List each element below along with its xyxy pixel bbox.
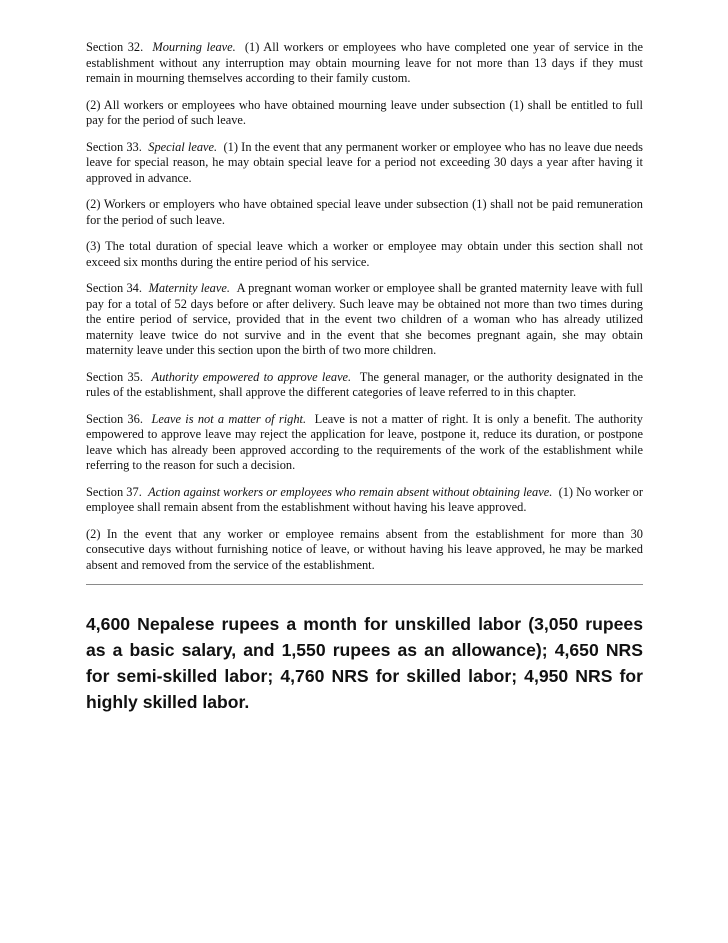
section-label: Section 36.: [86, 411, 143, 426]
section-title: Leave is not a matter of right.: [151, 411, 307, 426]
section-label: Section 32.: [86, 40, 144, 54]
section-33-subsection-2: [86, 197, 643, 228]
section-title: Authority empowered to approve leave.: [151, 369, 352, 384]
section-34-paragraph: [86, 281, 643, 359]
document-page: [86, 40, 643, 715]
section-text: (2) All workers or employees who have obtained mourning leave under subsection (1) shall be entitled to full pay for the period of such leave.: [86, 97, 643, 127]
section-text: (1) All workers or employees who have completed one year of service in the establishment without any interruption may obtain mourning leave for not more than 13 days if they must remain in mourning themselves according to their family custom.: [86, 40, 643, 85]
section-text: (2) In the event that any worker or employee remains absent from the establishment for more than 30 consecutive days without furnishing notice of leave, or without having his leave approved, he may be marked absent and removed from the service of the establishment.: [86, 526, 643, 572]
section-text: (2) Workers or employers who have obtained special leave under subsection (1) shall not be paid remuneration for the period of such leave.: [86, 197, 643, 227]
footnote-divider: [86, 584, 643, 585]
section-title: Special leave.: [148, 139, 218, 154]
section-33-subsection-3: [86, 239, 643, 270]
section-title: Mourning leave.: [152, 40, 236, 54]
section-text: Leave is not a matter of right. It is only a benefit. The authority empowered to approve leave may reject the application for leave, postpone it, reduce its duration, or postpone leave which has already been approved according to the requirements of the work of the establishment while referring to the reason for such a decision.: [86, 411, 643, 472]
section-text: (1) In the event that any permanent worker or employee who has no leave due needs leave for special reason, he may obtain special leave for a period not exceeding 30 days a year after having it approved in advance.: [86, 139, 643, 185]
section-title: Action against workers or employees who remain absent without obtaining leave.: [148, 484, 553, 499]
footnote-text: 4,600 Nepalese rupees a month for unskilled labor (3,050 rupees as a basic salary, and 1,550 rupees as an allowance); 4,650 NRS for semi-skilled labor; 4,760 NRS for skilled labor; 4,950 NRS for highly skilled labor.: [86, 614, 643, 712]
section-37-paragraph: [86, 485, 643, 516]
section-35-paragraph: [86, 370, 643, 401]
section-label: Section 33.: [86, 139, 142, 154]
section-label: Section 35.: [86, 369, 143, 384]
section-32-paragraph: [86, 40, 643, 87]
section-text: (3) The total duration of special leave which a worker or employee may obtain under this section shall not exceed six months during the entire period of his service.: [86, 239, 643, 269]
section-text: (1) No worker or employee shall remain absent from the establishment without having his leave approved.: [86, 484, 643, 514]
section-33-paragraph: [86, 140, 643, 187]
section-text: The general manager, or the authority designated in the rules of the establishment, shall approve the different categories of leave referred to in this chapter.: [86, 369, 643, 399]
section-title: Maternity leave.: [148, 281, 230, 295]
section-36-paragraph: [86, 412, 643, 474]
section-32-subsection-2: [86, 98, 643, 129]
section-text: A pregnant woman worker or employee shall be granted maternity leave with full pay for a total of 52 days before or after delivery. Such leave may be obtained not more than two times during the entire period of service, provided that in the event two children of a woman who has already utilized maternity leave twice do not survive and in the event that she becomes pregnant again, she may obtain maternity leave under this section upon the birth of two more children.: [86, 281, 643, 357]
section-label: Section 37.: [86, 484, 142, 499]
section-37-subsection-2: [86, 527, 643, 574]
section-label: Section 34.: [86, 281, 142, 295]
